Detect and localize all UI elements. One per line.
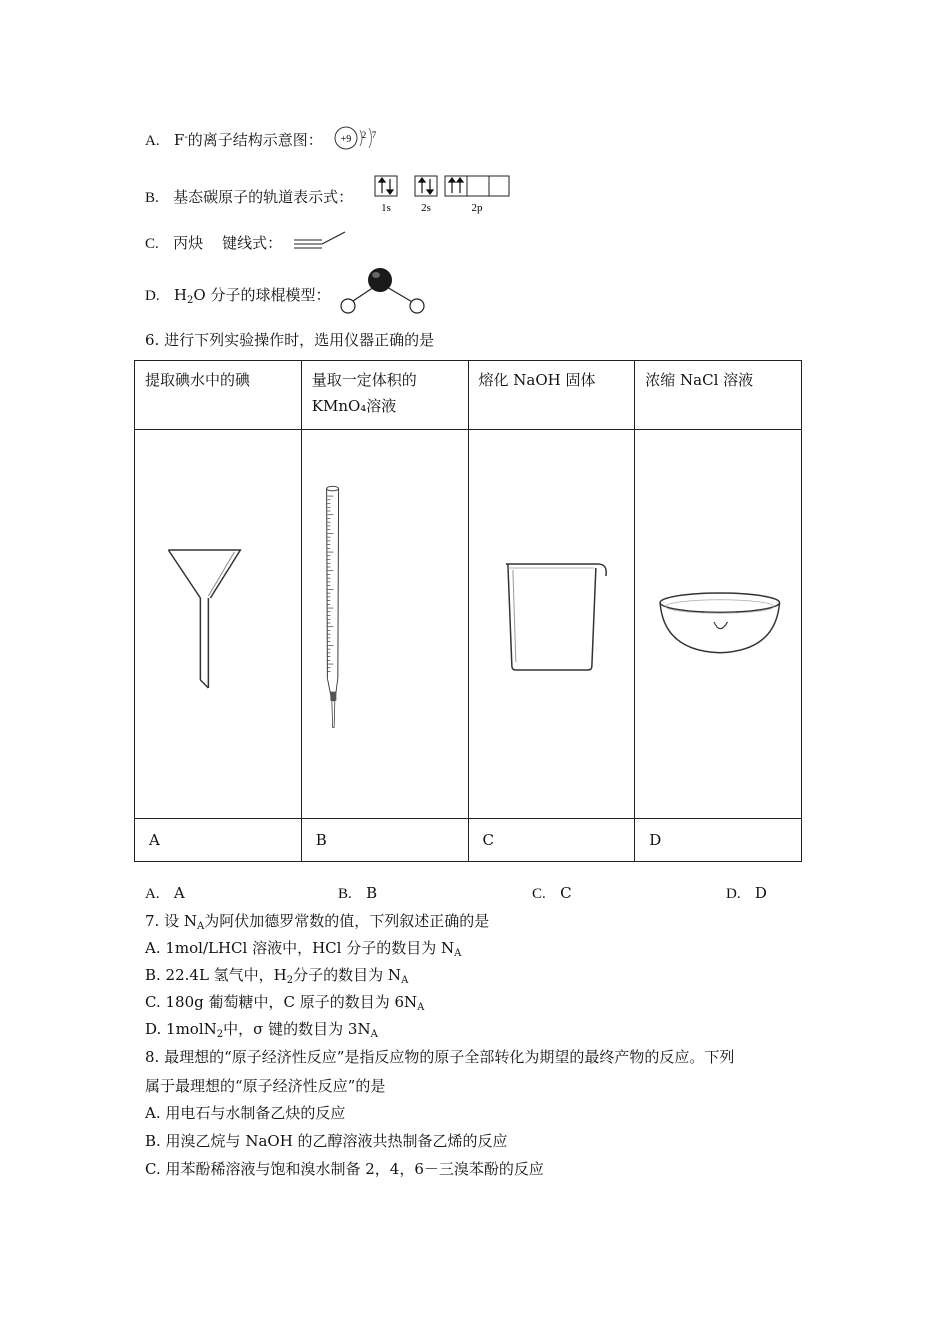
carbon-orbital-diagram — [372, 173, 512, 217]
q6-choice-b[interactable]: B. B — [338, 884, 378, 902]
image-cell-d — [635, 430, 802, 819]
fluoride-ion-structure-diagram — [330, 122, 390, 162]
q6-choice-c[interactable]: C. C — [532, 884, 572, 902]
header-cell-a: 提取碘水中的碘 — [135, 361, 302, 430]
q6-choice-d[interactable]: D. D — [726, 884, 767, 902]
q6-choice-a[interactable]: A. A — [145, 884, 185, 902]
header-cell-d: 浓缩 NaCl 溶液 — [635, 361, 802, 430]
nucleus-charge: +9 — [340, 134, 352, 145]
q7-stem: 7. 设 $N_A$为阿伏加德罗常数的值，下列叙述正确的是 — [145, 912, 490, 932]
orbital-label-1s: 1s — [381, 202, 391, 214]
header-cell-c: 熔化 NaOH 固体 — [468, 361, 635, 430]
q5-option-d: D. $H_2O$ 分子的球棍模型： — [145, 286, 331, 306]
q8-option-b[interactable]: B. 用溴乙烷与 NaOH 的乙醇溶液共热制备乙烯的反应 — [145, 1132, 508, 1150]
propyne-bond-line-diagram — [290, 228, 350, 254]
q5-option-a: A. F-的离子结构示意图： — [145, 131, 323, 149]
image-cell-b — [301, 430, 468, 819]
shell-2-electrons: 7 — [371, 130, 377, 140]
q8-stem-line2: 属于最理想的“原子经济性反应”的是 — [145, 1077, 386, 1095]
label-cell-d: D — [635, 819, 802, 862]
q8-option-c[interactable]: C. 用苯酚稀溶液与饱和溴水制备 2，4，6－三溴苯酚的反应 — [145, 1160, 544, 1178]
label-cell-a: A — [135, 819, 302, 862]
orbital-label-2s: 2s — [421, 202, 431, 214]
shell-1-electrons: 2 — [361, 130, 367, 140]
q7-option-d[interactable]: D. 1molN$_2$中，σ 键的数目为 $3N_A$ — [145, 1020, 378, 1040]
q7-option-b[interactable]: B. 22.4L 氢气中，$H_2$分子的数目为 $N_A$ — [145, 966, 409, 986]
header-cell-b: 量取一定体积的 KMnO₄溶液 — [301, 361, 468, 430]
label-cell-b: B — [301, 819, 468, 862]
q5-option-c: C. 丙炔 键线式： — [145, 234, 283, 252]
q6-instrument-table — [134, 360, 802, 862]
q7-option-c[interactable]: C. 180g 葡萄糖中，C 原子的数目为 $6N_A$ — [145, 993, 425, 1013]
pipette-icon — [302, 430, 468, 810]
label-cell-c: C — [468, 819, 635, 862]
evaporating-dish-icon — [635, 430, 801, 810]
q6-stem: 6. 进行下列实验操作时，选用仪器正确的是 — [145, 331, 435, 349]
funnel-icon — [135, 430, 301, 810]
q8-option-a[interactable]: A. 用电石与水制备乙炔的反应 — [145, 1104, 346, 1122]
beaker-icon — [469, 430, 635, 810]
q7-option-a[interactable]: A. 1mol/LHCl 溶液中，HCl 分子的数目为 $N_A$ — [145, 939, 462, 959]
orbital-label-2p: 2p — [471, 202, 483, 214]
image-cell-a — [135, 430, 302, 819]
water-ball-stick-model — [336, 263, 432, 317]
q5-option-b: B. 基态碳原子的轨道表示式： — [145, 188, 354, 206]
image-cell-c — [468, 430, 635, 819]
q8-stem-line1: 8. 最理想的“原子经济性反应”是指反应物的原子全部转化为期望的最终产物的反应。下列 — [145, 1048, 735, 1066]
